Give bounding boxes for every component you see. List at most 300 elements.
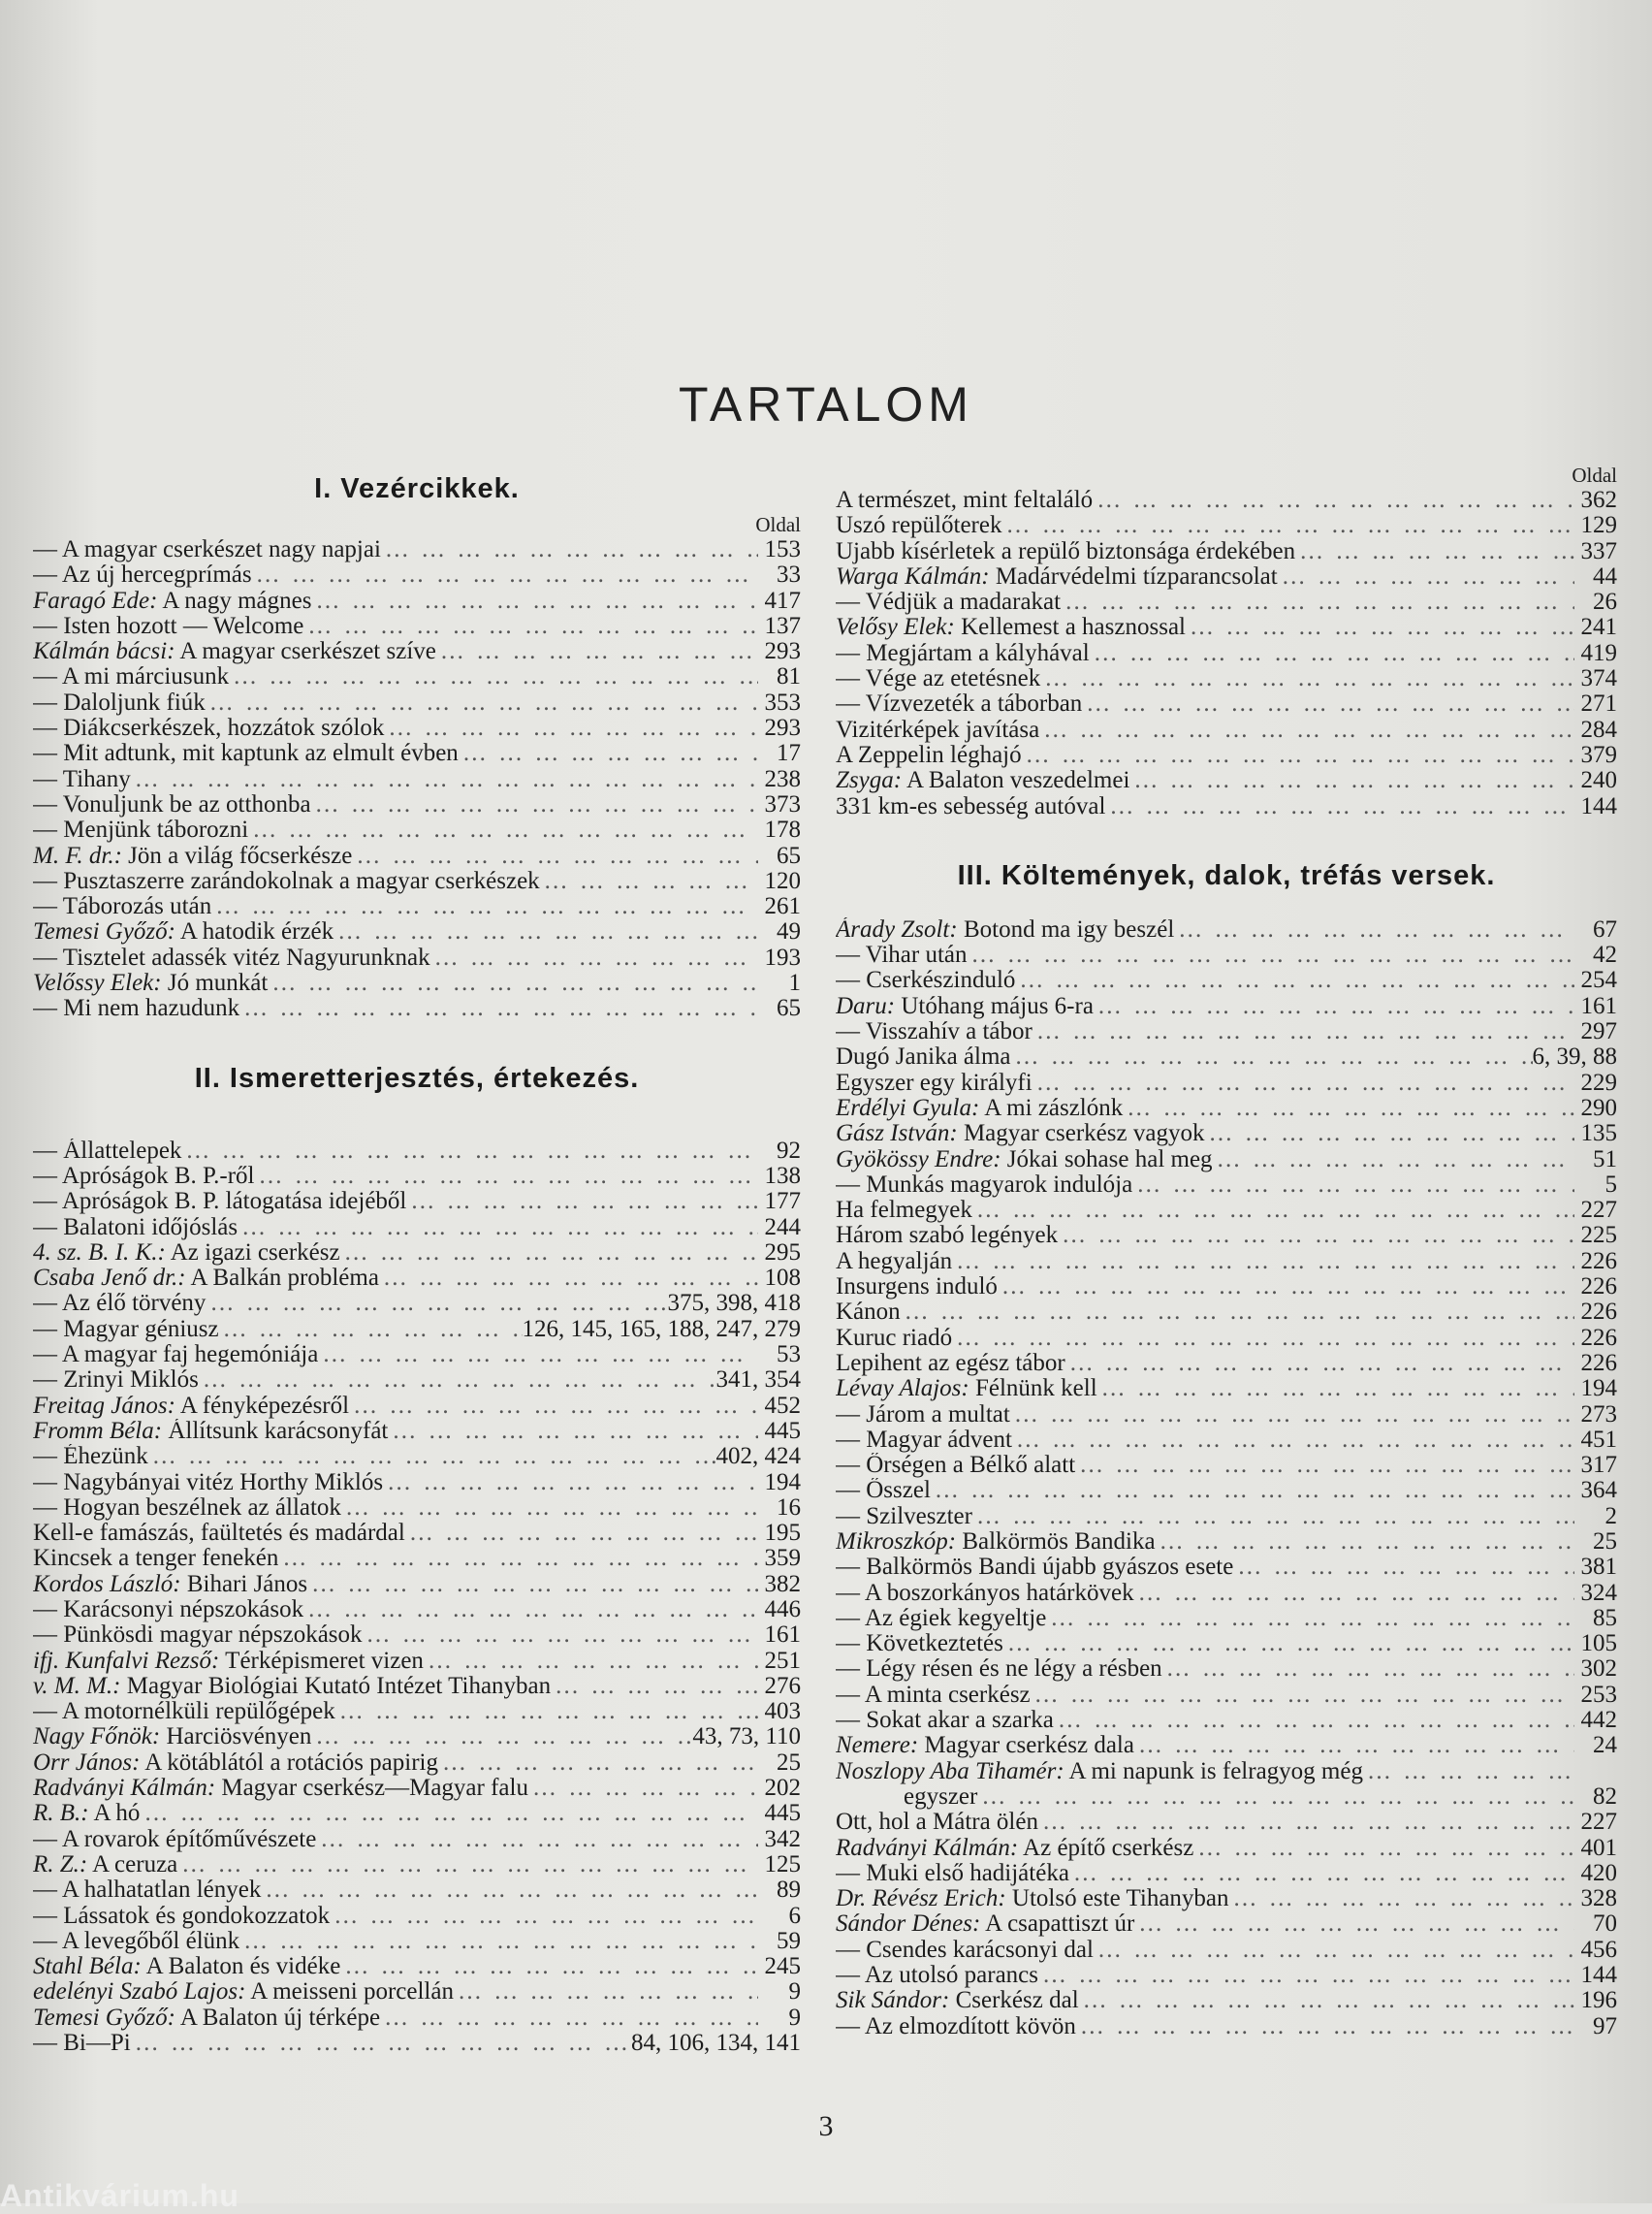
toc-entry-text [836,1147,1213,1172]
toc-entry-page: 108 [764,1266,801,1292]
toc-leader-dots [177,1852,758,1877]
toc-entry-text [836,1096,1123,1121]
toc-entry-title: — Karácsonyi népszokások [33,1596,304,1622]
toc-leader-dots [459,741,758,766]
toc-entry-page: 70 [1593,1911,1617,1938]
toc-entry [33,1929,801,1954]
toc-entry [33,1954,801,1979]
toc-entry-title: Állítsunk karácsonyfát [168,1418,389,1444]
toc-entry-title: Uszó repülőterek [836,513,1002,539]
toc-entry-title: Utolsó este Tihanyban [1011,1886,1229,1912]
toc-entry-text [836,1784,977,1810]
page-title: TARTALOM [679,377,973,432]
toc-entry-title: A Balkán probléma [190,1266,379,1292]
toc-entry-title: egyszer [904,1783,978,1810]
toc-entry-text [33,1495,341,1521]
toc-entry-text [33,639,436,664]
toc-entry-title: Ujabb kísérletek a repülő biztonsága érdekében [836,538,1296,564]
toc-entry [836,1886,1617,1911]
toc-entry-author: R. B.: [33,1801,89,1827]
toc-entry-title: — Járom a multat [836,1401,1010,1428]
toc-entry-page: 456 [1580,1937,1617,1963]
toc-entry-page: 226 [1580,1248,1617,1274]
toc-entry [33,919,801,945]
toc-entry-text [33,818,248,843]
toc-entry-text [33,1750,438,1776]
toc-entry-author: Gyökössy Endre: [836,1146,1001,1172]
toc-leader-dots [436,639,758,664]
toc-entry [836,1529,1617,1555]
toc-entry-text [33,1394,349,1419]
toc-entry [33,1215,801,1240]
toc-entry-page: 226 [1580,1300,1617,1326]
toc-entry-author: Temesi Győző: [33,2005,175,2031]
toc-entry-title: Dugó Janika álma [836,1044,1011,1071]
toc-entry-page: 364 [1580,1478,1617,1504]
toc-entry-text [33,690,206,716]
toc-entry-title: — Az új hercegprímás [33,562,252,589]
toc-leader-dots [278,1546,758,1571]
toc-entry [33,1546,801,1571]
toc-entry-title: — Táborozás után [33,894,212,920]
toc-entry [33,1827,801,1852]
toc-leader-dots [311,589,758,614]
toc-entry-author: Warga Kálmán: [836,563,990,590]
toc-entry-title: A csapattiszt úr [985,1911,1135,1938]
toc-entry-page: 245 [764,1954,801,1980]
toc-entry-page: 195 [764,1521,801,1547]
toc-entry-text [33,1419,388,1444]
toc-leader-dots [1132,1172,1574,1198]
toc-entry-text [33,2031,131,2056]
toc-entry-text [836,641,1090,666]
toc-entry-author: Orr János: [33,1749,141,1776]
toc-entry-title: — Bi—Pi [33,2031,131,2057]
toc-leader-dots [311,1724,692,1749]
toc-entry [33,562,801,588]
toc-entry [836,1861,1617,1886]
toc-leader-dots [1065,1351,1574,1376]
toc-leader-dots [252,562,758,588]
toc-entry-text [836,718,1039,743]
toc-leader-dots [1015,968,1574,993]
toc-entry [33,1699,801,1724]
toc-entry-page: 342 [764,1826,801,1852]
toc-entry-page: 227 [1580,1810,1617,1836]
toc-entry [33,1649,801,1674]
toc-leader-dots [968,943,1574,968]
toc-leader-dots [1038,1810,1574,1835]
toc-entry-title: — A motornélküli repülőgépek [33,1699,335,1725]
toc-entry-text [836,513,1001,538]
toc-leader-dots [551,1674,758,1699]
toc-entry-page: 446 [764,1596,801,1622]
toc-entry [836,1656,1617,1682]
left-column [33,473,801,2056]
toc-entry-text [836,666,1040,691]
toc-entry-page: 53 [777,1342,801,1368]
toc-entry [836,1708,1617,1733]
toc-leader-dots [316,1827,758,1852]
toc-entry-title: Kell-e famászás, faültetés és madárdal [33,1521,405,1547]
toc-entry-title: — Mi nem hazudunk [33,996,240,1022]
toc-entry [836,968,1617,993]
toc-entry-title: — Magyar ádvent [836,1427,1012,1453]
toc-entry-title: A meisseni porcellán [250,1979,454,2005]
toc-entry [33,1342,801,1367]
toc-leader-dots [1129,768,1574,793]
toc-leader-dots [254,1164,758,1189]
toc-entry-title: — Szilveszter [836,1503,972,1529]
toc-entry-page: 417 [764,588,801,614]
toc-leader-dots [405,1521,758,1546]
toc-entry [836,1733,1617,1758]
toc-entry-text [33,869,540,894]
toc-entry [836,1071,1617,1096]
toc-entry-page: 1 [788,971,801,997]
toc-entry-page: 374 [1580,666,1617,692]
toc-entry-text [33,1776,528,1801]
toc-entry [33,2005,801,2031]
toc-entry-page: 51 [1593,1146,1617,1172]
toc-entry-page: 67 [1593,916,1617,943]
toc-entry [836,1402,1617,1428]
toc-entry-page: 382 [764,1571,801,1597]
toc-leader-dots [1058,1223,1574,1248]
toc-entry [836,1555,1617,1580]
toc-leader-dots [1186,615,1574,640]
toc-entry [33,971,801,996]
toc-entry-text [836,994,1094,1019]
toc-entry-page: 9 [788,2005,801,2031]
toc-entry [33,690,801,716]
toc-entry-page: 241 [1580,615,1617,641]
toc-entry-page: 420 [1580,1860,1617,1886]
toc-entry [836,1453,1617,1478]
toc-entry-text [33,1572,307,1597]
toc-entry-page: 353 [764,690,801,716]
toc-entry-text [836,539,1295,564]
toc-leader-dots [406,1189,758,1214]
toc-entry-page: 135 [1580,1121,1617,1147]
toc-entry [33,1852,801,1877]
toc-leader-dots [1011,1044,1533,1070]
toc-entry-title: — Balkörmös Bandi újabb gyászos esete [836,1555,1234,1581]
toc-leader-dots [238,1215,758,1240]
toc-entry-title: — Következtetés [836,1631,1003,1657]
toc-entry-title: — Munkás magyarok indulója [836,1171,1133,1198]
toc-leader-dots [1061,590,1574,615]
toc-entry-title: A hó [93,1801,141,1827]
toc-entry-title: — A mi márciusunk [33,664,230,690]
toc-entry-title: Kánon [836,1300,901,1326]
toc-entry-text [33,1597,303,1622]
toc-entry-text [836,615,1186,640]
toc-leader-dots [349,1394,758,1419]
toc-entry-text [836,1683,1031,1708]
toc-entry-page: 362 [1580,488,1617,513]
toc-entry-text [836,1326,952,1351]
toc-entry-title: — Vihar után [836,943,968,969]
toc-entry-page: 403 [764,1699,801,1725]
toc-entry-title: A nagy mágnes [162,588,312,614]
toc-entry [33,894,801,919]
toc-entry-page: 138 [764,1163,801,1189]
toc-leader-dots [952,1249,1574,1274]
toc-entry-page: 253 [1580,1682,1617,1708]
toc-entry [836,1019,1617,1044]
toc-leader-dots [901,1300,1574,1325]
toc-entry-text [33,946,430,971]
toc-entry-title: A Balaton veszedelmei [905,768,1130,794]
toc-entry-page: 202 [764,1776,801,1802]
toc-entry-text [33,716,384,741]
toc-entry-author: Nagy Főnök: [33,1724,161,1750]
toc-entry-page: 24 [1593,1733,1617,1759]
toc-leader-dots [334,919,758,945]
toc-entry [836,994,1617,1019]
toc-entry-title: — Pusztaszerre zarándokolnak a magyar cserkészek [33,868,540,894]
toc-leader-dots [239,1929,758,1954]
oldal-label: Oldal [755,513,801,536]
toc-leader-dots [1032,1019,1574,1044]
toc-leader-dots [381,537,758,562]
toc-entry-text [33,589,311,614]
toc-leader-dots [1193,1836,1574,1861]
toc-leader-dots [977,1784,1574,1810]
toc-entry-title: — A rovarok építőművészete [33,1826,317,1852]
toc-entry-text [33,1317,219,1342]
toc-entry-title: Lepihent az egész tábor [836,1350,1065,1376]
toc-entry-text [836,1911,1134,1937]
toc-entry-page: 225 [1580,1223,1617,1249]
toc-entry-text [836,1274,998,1300]
toc-leader-dots [335,1699,758,1724]
toc-entry [836,743,1617,768]
toc-entry [33,996,801,1021]
toc-entry-text [33,919,334,945]
toc-entry-author: ifj. Kunfalvi Rezső: [33,1648,220,1674]
toc-entry-text [33,614,303,639]
toc-entry-page: 451 [1580,1427,1617,1453]
toc-entry-author: Radványi Kálmán: [33,1776,216,1802]
toc-entry-page: 129 [1580,513,1617,539]
toc-entry-title: A Balaton és vidéke [145,1954,341,1980]
toc-entry-text [33,996,239,1021]
toc-entry-page: 194 [764,1469,801,1495]
toc-entry-text [836,968,1015,993]
toc-entry-text [836,1606,1046,1631]
toc-entry [836,768,1617,793]
toc-entry [33,614,801,639]
toc-entry-title: — A halhatatlan lények [33,1877,262,1904]
toc-entry-text [836,1351,1065,1376]
toc-entry-page: 276 [764,1673,801,1699]
toc-entry-text [33,562,252,588]
toc-entry-text [33,1954,340,1979]
toc-entry [836,1147,1617,1172]
toc-entry [33,1444,801,1469]
toc-entry-author: M. F. dr.: [33,843,122,869]
toc-entry-page: 105 [1580,1631,1617,1657]
toc-entry [836,1198,1617,1223]
toc-entry-text [33,1164,254,1189]
toc-entry-page: 293 [764,716,801,742]
toc-entry-author: Kálmán bácsi: [33,639,175,665]
toc-entry-page: 442 [1580,1708,1617,1734]
toc-entry [836,1274,1617,1300]
toc-entry-title: A Zeppelin léghajó [836,742,1022,768]
toc-entry-text [836,1121,1204,1146]
toc-leader-dots [1075,1453,1574,1478]
toc-entry [33,844,801,869]
toc-entry-text [33,1470,383,1495]
toc-leader-dots [131,2031,631,2056]
toc-entry-author: R. Z.: [33,1851,88,1877]
toc-entry [33,537,801,562]
toc-entry-title: Kincsek a tenger fenekén [33,1546,279,1572]
toc-entry-page: 65 [777,996,801,1022]
toc-entry [836,1300,1617,1325]
toc-entry [836,564,1617,590]
toc-entry-author: Dr. Révész Erich: [836,1886,1006,1912]
toc-entry-title: Jó munkát [167,971,269,997]
toc-entry-page: 144 [1580,793,1617,819]
toc-entry-page: 324 [1580,1580,1617,1606]
toc-entry-title: — Visszahív a tábor [836,1019,1032,1045]
toc-leader-dots [211,894,758,919]
toc-entry-author: v. M. M.: [33,1673,121,1699]
page-number: 3 [818,2110,834,2142]
toc-entry-title: Harciösvényen [166,1724,312,1750]
toc-entry-page: 42 [1593,943,1617,969]
toc-leader-dots [330,1904,758,1929]
toc-entry [33,1367,801,1393]
toc-entry-title: — A magyar cserkészet nagy napjai [33,537,381,562]
toc-leader-dots [454,1979,758,2005]
toc-entry-title: Bihari János [186,1571,308,1597]
toc-entry [836,1121,1617,1146]
toc-entry-text [33,1342,318,1367]
toc-entry [836,917,1617,943]
toc-entry-text [33,1649,424,1674]
toc-entry [33,1470,801,1495]
toc-entry-author: Radványi Kálmán: [836,1835,1019,1861]
toc-leader-dots [341,1495,758,1521]
toc-entry-page: 120 [764,868,801,894]
section-heading-ismeretterjesztes: II. Ismeretterjesztés, értekezés. [194,1062,640,1094]
toc-entry-text [836,1810,1038,1835]
toc-entry-page: 251 [764,1648,801,1674]
toc-entry-title: — Sokat akar a szarka [836,1708,1054,1734]
toc-entry-title: Ha felmegyek [836,1198,972,1224]
toc-entry-author: Sándor Dénes: [836,1911,981,1938]
toc-entry-title: — Ősszel [836,1478,931,1504]
toc-entry-title: — A boszorkányos határkövek [836,1580,1134,1606]
toc-leader-dots [1094,1938,1574,1963]
toc-entry-title: — Az elmozdított kövön [836,2013,1076,2039]
toc-entry [836,1504,1617,1529]
toc-entry-title: — A levegőből élünk [33,1928,240,1954]
toc-leader-dots [1097,1376,1574,1401]
toc-entry-author: edelényi Szabó Lajos: [33,1979,246,2005]
toc-leader-dots [311,792,758,818]
toc-entry-title: — Vonuljunk be az otthonba [33,791,311,818]
toc-entry [33,1521,801,1546]
toc-entry-page: 341, 354 [715,1367,801,1394]
toc-leader-dots [1229,1886,1574,1911]
toc-leader-dots [430,946,758,971]
toc-entry [836,794,1617,819]
toc-entry-text [836,1861,1069,1886]
toc-entry-author: Csaba Jenő dr.: [33,1266,186,1292]
toc-entry-author: Nemere: [836,1733,919,1759]
toc-entry-title: — A minta cserkész [836,1682,1031,1708]
toc-entry-page: 226 [1580,1325,1617,1351]
toc-entry-text [836,743,1022,768]
toc-entry [836,615,1617,640]
toc-entry-text [33,792,311,818]
toc-entry-text [836,1555,1233,1580]
toc-entry-page: 178 [764,818,801,844]
toc-entry-text [33,971,268,996]
toc-leader-dots [998,1274,1574,1300]
toc-entry [836,1759,1617,1784]
toc-leader-dots [972,1504,1574,1529]
toc-entry-title: — Állattelepek [33,1138,182,1164]
toc-entry-text [33,1291,206,1316]
toc-leader-dots [131,767,758,792]
toc-entry-title: A ceruza [92,1851,178,1877]
toc-entry [836,1911,1617,1937]
toc-entry [836,666,1617,691]
toc-entry-page: 375, 398, 418 [667,1291,801,1317]
toc-entry-text [33,1139,181,1164]
toc-leader-dots [363,1622,758,1648]
toc-leader-dots [219,1317,523,1342]
toc-entry [33,1877,801,1903]
toc-entry-page: 97 [1593,2013,1617,2039]
toc-leader-dots [199,1367,716,1393]
toc-leader-dots [1363,1759,1574,1784]
toc-leader-dots [438,1750,758,1776]
toc-entry [836,943,1617,968]
toc-entry-title: — Nagybányai vitéz Horthy Miklós [33,1469,384,1495]
toc-entry [836,539,1617,564]
toc-entry [33,1597,801,1622]
toc-entry-title: — Megjártam a kályhával [836,640,1090,666]
toc-leader-dots [1134,1581,1574,1606]
toc-entry [836,1351,1617,1376]
toc-entry-title: 331 km-es sebesség autóval [836,793,1106,819]
toc-entry-author: Velőssy Elek: [33,971,162,997]
toc-entry-page: 284 [1580,717,1617,743]
toc-entry-title: Magyar cserkész dala [924,1733,1134,1759]
toc-leader-dots [528,1776,758,1801]
toc-entry-page: 328 [1580,1886,1617,1912]
toc-entry-page: 295 [764,1239,801,1266]
toc-entry-text [836,794,1105,819]
toc-entry-author: Árady Zsolt: [836,916,958,943]
toc-entry-title: Magyar Biológiai Kutató Intézet Tihanyban [126,1673,552,1699]
toc-entry-text [836,943,968,968]
toc-entry-author: Stahl Béla: [33,1954,142,1980]
toc-entry-text [836,1249,952,1274]
toc-leader-dots [1054,1708,1574,1733]
toc-leader-dots [340,1954,758,1979]
toc-entry-title: — Őrségen a Bélkő alatt [836,1453,1076,1479]
toc-entry-page: 161 [764,1622,801,1649]
